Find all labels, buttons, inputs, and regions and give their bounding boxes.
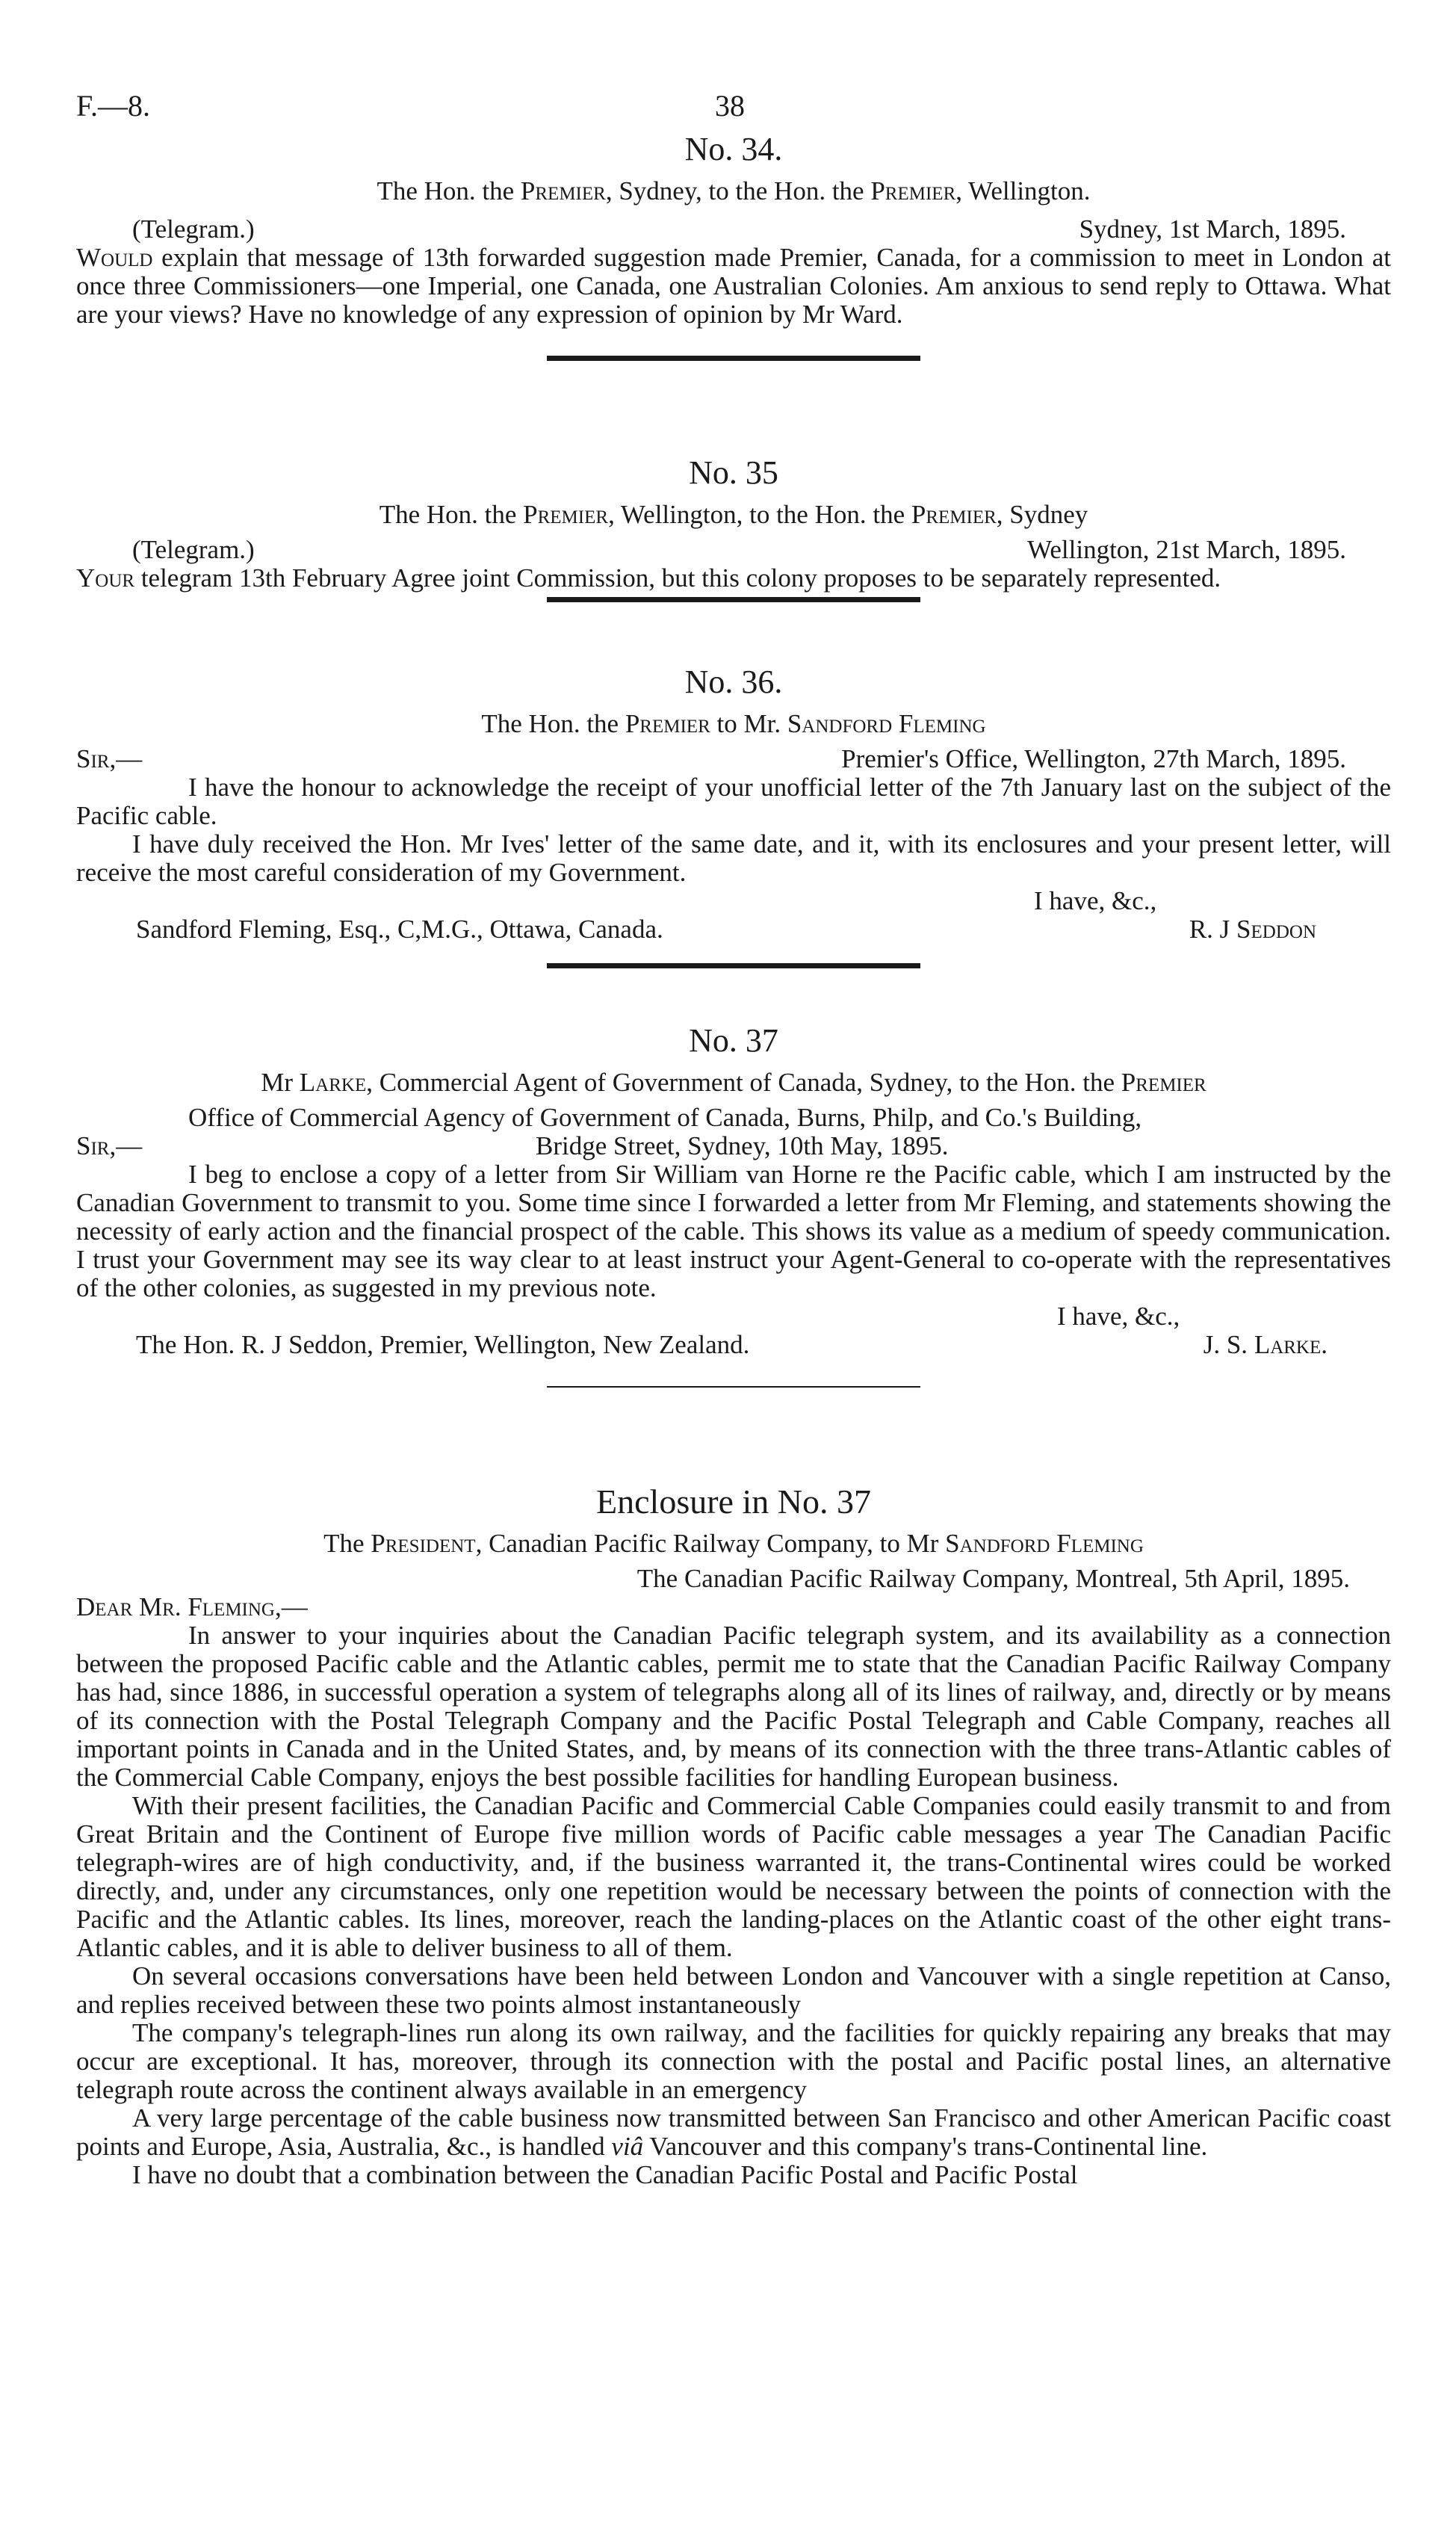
section-no-36 [76, 661, 1391, 968]
letter-date: Premier's Office, Wellington, 27th March, 1895. [841, 744, 1346, 773]
document-page [76, 0, 1391, 2542]
document-reference: F.—8. [76, 89, 151, 123]
address-line-2 [76, 1132, 1391, 1160]
section-route: Mr Larke, Commercial Agent of Government of Canada, Sydney, to the Hon. the Premier [261, 1068, 1206, 1097]
section-divider [547, 1386, 920, 1388]
signature-line [76, 915, 1391, 944]
letter-date: The Canadian Pacific Railway Company, Montreal, 5th April, 1895. [636, 1564, 1350, 1593]
telegram-line [76, 536, 1391, 564]
section-divider [547, 356, 920, 361]
letter-paragraph: I have no doubt that a combination between the Canadian Pacific Postal and Pacific Postal [132, 2160, 1078, 2189]
letter-paragraph: I have duly received the Hon. Mr Ives' letter of the same date, and it, with its enclosures and your present letter, will receive the most careful consideration of my Government. [76, 829, 1391, 887]
letter-paragraph: On several occasions conversations have been held between London and Vancouver with a single repetition at Canso, and replies received between these two points almost instantaneously [76, 1961, 1391, 2019]
section-heading: No. 35 [689, 454, 778, 491]
closing-line [76, 887, 1391, 915]
addressee: The Hon. R. J Seddon, Premier, Wellington, New Zealand. [136, 1330, 750, 1359]
section-no-35 [76, 452, 1391, 602]
section-enclosure [76, 1481, 1391, 2189]
signature: J. S. Larke. [1203, 1330, 1328, 1359]
letter-paragraph: I have the honour to acknowledge the receipt of your unofficial letter of the 7th January last on the subject of the Pacific cable. [76, 773, 1391, 830]
telegram-date: Wellington, 21st March, 1895. [1027, 535, 1346, 564]
section-route: The President, Canadian Pacific Railway Company, to Mr Sandford Fleming [323, 1529, 1144, 1558]
letter-paragraph: In answer to your inquiries about the Canadian Pacific telegraph system, and its availability as a connection between the proposed Pacific cable and the Atlantic cables, permit me to state that the Canadian Pacific Railway Company has had, since 1886, in successful operation a system of telegraphs along all of its lines of railway, and, directly or by means of its connection with the Postal Telegraph Company and the Pacific Postal Telegraph and Cable Company, reaches all important points in Canada and in the United States, and, by means of its connection with the three trans-Atlantic cables of the Commercial Cable Company, enjoys the best possible facilities for handling European business. [76, 1621, 1391, 1792]
signature-line [76, 1331, 1391, 1359]
salutation: Sir,— [76, 744, 143, 773]
letter-date-line [76, 1565, 1391, 1593]
section-heading: No. 36. [684, 664, 783, 700]
office-address: Office of Commercial Agency of Government of Canada, Burns, Philp, and Co.'s Building, [188, 1103, 1142, 1132]
letter-paragraph: With their present facilities, the Canadian Pacific and Commercial Cable Companies could easily transmit to and from Great Britain and the Continent of Europe five million words of Pacific cable messages a year The Canadian Pacific telegraph-wires are of high conductivity, and, if the business warranted it, the trans-Continental wires could be worked directly, and, under any circumstances, only one repetition would be necessary between the points of connection with the Pacific and the Atlantic cables. Its lines, moreover, reach the landing-places on the Atlantic coast of the other eight trans-Atlantic cables, and it is able to deliver business to all of them. [76, 1791, 1391, 1962]
closing-line [76, 1302, 1391, 1331]
telegram-body: Would explain that message of 13th forwarded suggestion made Premier, Canada, for a commission to meet in London at once three Commissioners—one Imperial, one Canada, one Australian Colonies. Am anxious to send reply to Ottawa. What are your views? Have no knowledge of any expression of opinion by Mr Ward. [76, 243, 1391, 329]
section-heading: No. 34. [684, 131, 783, 167]
addressee: Sandford Fleming, Esq., C,M.G., Ottawa, Canada. [136, 915, 663, 944]
letter-paragraph: I beg to enclose a copy of a letter from Sir William van Horne re the Pacific cable, which I am instructed by the Canadian Government to transmit to you. Some time since I forwarded a letter from Mr Fleming, and statements showing the necessity of early action and the financial prospect of the cable. This shows its value as a medium of speedy communication. I trust your Government may see its way clear to at least instruct your Agent-General to co-operate with the representatives of the other colonies, as suggested in my previous note. [76, 1160, 1391, 1302]
telegram-body: Your telegram 13th February Agree joint Commission, but this colony proposes to be separately represented. [76, 563, 1221, 593]
closing: I have, &c., [1057, 1302, 1180, 1331]
telegram-date: Sydney, 1st March, 1895. [1079, 214, 1346, 244]
section-route: The Hon. the Premier, Sydney, to the Hon. the Premier, Wellington. [377, 176, 1091, 205]
section-divider [547, 597, 920, 602]
telegram-label: (Telegram.) [132, 214, 255, 244]
section-no-34 [76, 129, 1391, 361]
telegram-label: (Telegram.) [132, 535, 255, 564]
letter-paragraph: The company's telegraph-lines run along its own railway, and the facilities for quickly repairing any breaks that may occur are exceptional. It has, moreover, through its connection with the postal and Pacific postal lines, an alternative telegraph route across the continent always available in an emergency [76, 2018, 1391, 2104]
page-header [76, 88, 1391, 133]
section-no-37 [76, 1020, 1391, 1388]
section-heading: No. 37 [689, 1022, 778, 1059]
salutation-line [76, 1593, 1391, 1621]
letter-header-line [76, 745, 1391, 773]
salutation: Sir,— [76, 1131, 143, 1160]
section-route: The Hon. the Premier, Wellington, to the Hon. the Premier, Sydney [379, 500, 1088, 529]
section-heading: Enclosure in No. 37 [596, 1482, 871, 1521]
street-date: Bridge Street, Sydney, 10th May, 1895. [536, 1131, 949, 1160]
signature: R. J Seddon [1189, 915, 1316, 944]
salutation: Dear Mr. Fleming,— [76, 1592, 308, 1621]
address-line-1 [76, 1104, 1391, 1132]
page-number: 38 [715, 89, 745, 123]
section-route: The Hon. the Premier to Mr. Sandford Fleming [481, 709, 986, 738]
letter-paragraph: A very large percentage of the cable business now transmitted between San Francisco and other American Pacific coast points and Europe, Asia, Australia, &c., is handled viâ Vancouver and this company's trans-Continental line. [76, 2103, 1391, 2161]
closing: I have, &c., [1034, 886, 1157, 915]
telegram-line [76, 215, 1391, 244]
section-divider [547, 963, 920, 968]
